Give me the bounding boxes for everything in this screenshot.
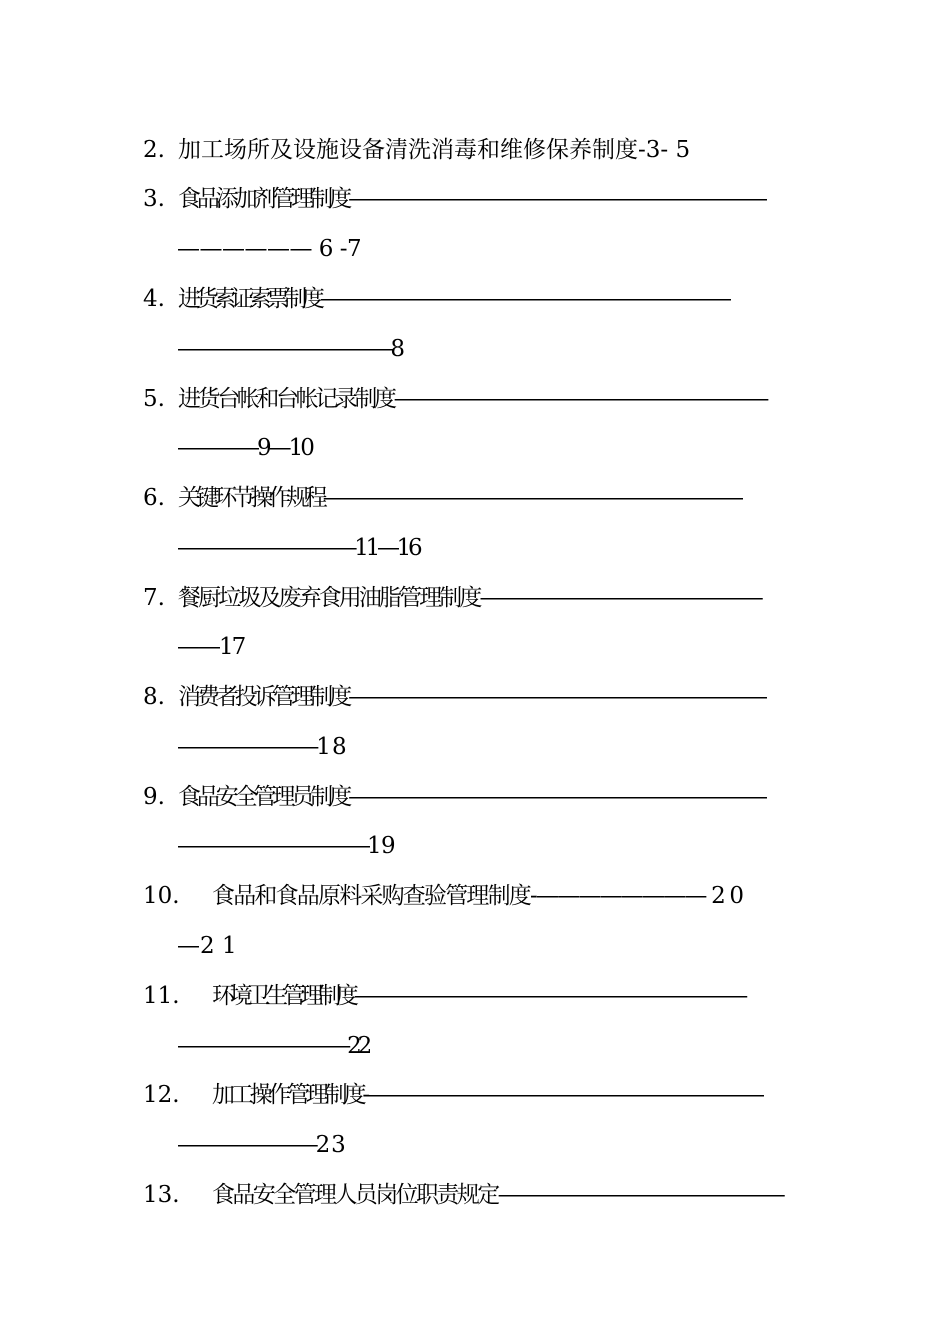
toc-entry-number: 9.: [143, 784, 165, 810]
toc-entry-number: 11.: [143, 983, 180, 1009]
toc-entry-title: 加工操作管理制度-—————————————————————: [212, 1082, 761, 1108]
toc-entry-page-range: ——————————1 9: [177, 833, 392, 859]
toc-entry-page-range: ———————————8: [177, 336, 402, 362]
toc-entry-title: 食品安全管理员制度——————————————————————: [178, 784, 764, 810]
toc-entry-number: 12.: [143, 1082, 180, 1108]
toc-entry-number: 6.: [143, 485, 165, 511]
toc-entry-page-range: —————————11—16: [177, 535, 420, 561]
toc-entry-title: 进货索证索票制度———————————————————————: [178, 286, 727, 312]
toc-entry-number: 3.: [143, 186, 165, 212]
toc-entry-title: 餐厨垃圾及废弃食用油脂管理制度——————————————: [178, 585, 761, 611]
toc-entry-title: 环境卫生管理制度——————————————————————: [212, 983, 744, 1009]
toc-entry-number: 2.: [143, 137, 165, 163]
toc-entry-title: 食品和食品原料采购查验管理制度-———————— 2 0: [212, 883, 743, 909]
toc-entry-title: 进货台帐和台帐记录制度———————————————————: [178, 386, 767, 412]
toc-entry-page-range: ————9—10: [177, 435, 312, 461]
toc-entry-page-range: ———————1 8: [177, 734, 344, 760]
toc-entry-number: 10.: [143, 883, 180, 909]
toc-entry-number: 13.: [143, 1182, 180, 1208]
toc-entry-number: 4.: [143, 286, 165, 312]
toc-entry-page-range: —————— 6 -7: [177, 236, 362, 262]
toc-entry-page-range: —2 1: [177, 933, 237, 959]
toc-entry-title: 加工场所及设施设备清洗消毒和维修保养制度-3- 5: [178, 137, 691, 163]
toc-entry-page-range: ———————2 3: [177, 1132, 343, 1158]
toc-entry-title: 关键环节操作规程———————————————————————: [178, 485, 740, 511]
toc-entry-number: 8.: [143, 684, 165, 710]
toc-entry-title: 食品安全管理人员岗位职责规定——————————————: [212, 1182, 784, 1208]
toc-entry-number: 5.: [143, 386, 165, 412]
toc-entry-number: 7.: [143, 585, 165, 611]
toc-entry-title: 食品添加剂管理制度——————————————————————: [178, 186, 764, 212]
toc-entry-page-range: ——17: [177, 634, 245, 660]
toc-entry-title: 消费者投诉管理制度——————————————————————: [178, 684, 764, 710]
toc-entry-page-range: —————————22: [177, 1033, 369, 1059]
